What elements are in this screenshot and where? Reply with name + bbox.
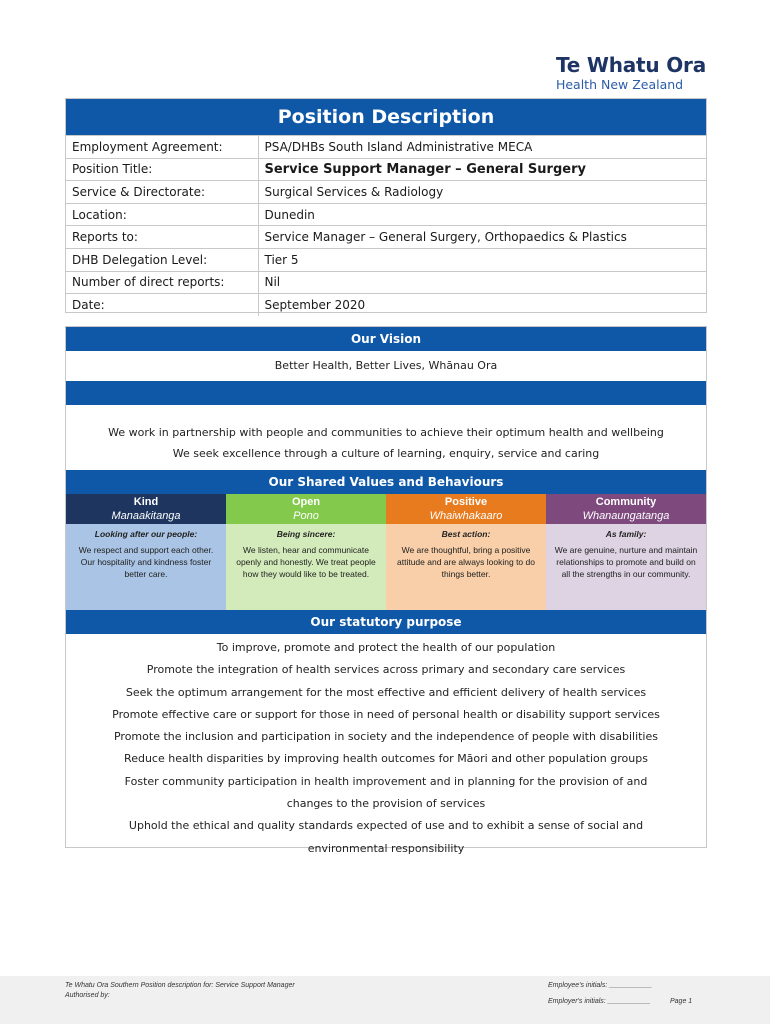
- value-subtitle: Looking after our people:: [94, 529, 198, 539]
- mission-line: We work in partnership with people and communities to achieve their optimum health and wellbeing: [108, 426, 664, 439]
- value-header: [386, 494, 546, 524]
- purpose-line: environmental responsibility: [307, 841, 465, 855]
- value-name: Positive: [444, 496, 488, 508]
- mission-line: We seek excellence through a culture of learning, enquiry, service and caring: [172, 447, 600, 460]
- value-card-community: [546, 494, 706, 610]
- page-title: Position Description: [66, 99, 706, 135]
- value-maori-name: Whanaungatanga: [582, 510, 670, 522]
- values-heading: Our Shared Values and Behaviours: [66, 470, 706, 494]
- value-maori-name: Manaakitanga: [111, 510, 181, 522]
- details-label: DHB Delegation Level:: [66, 248, 258, 271]
- details-label: Service & Directorate:: [66, 181, 258, 204]
- vision-text: Better Health, Better Lives, Whānau Ora: [274, 359, 498, 372]
- values-grid: [66, 494, 706, 610]
- value-header: [546, 494, 706, 524]
- footer-authorised: Authorised by:: [65, 992, 110, 999]
- value-description: We are genuine, nurture and maintain relationships to promote and build on all the strengths in our community.: [554, 545, 698, 579]
- value-body: [226, 524, 386, 610]
- details-label: Location:: [66, 203, 258, 226]
- details-label: Position Title:: [66, 158, 258, 181]
- value-card-open: [226, 494, 386, 610]
- details-table: [66, 135, 706, 316]
- value-name: Kind: [133, 496, 159, 508]
- vision-heading: Our Vision: [66, 327, 706, 351]
- details-label: Date:: [66, 294, 258, 317]
- value-maori-name: Whaiwhakaaro: [429, 510, 503, 522]
- value-description: We respect and support each other. Our hospitality and kindness foster better care.: [78, 545, 214, 579]
- details-row: [66, 203, 706, 226]
- purpose-line: Reduce health disparities by improving health outcomes for Māori and other population groups: [124, 752, 648, 766]
- value-name: Open: [291, 496, 321, 508]
- logo-main-text: Te Whatu Ora: [555, 53, 706, 77]
- value-subtitle: As family:: [605, 529, 647, 539]
- mission-band: [66, 381, 706, 405]
- purpose-line: Foster community participation in health improvement and in planning for the provision of and: [124, 774, 648, 788]
- logo-sub-text: Health New Zealand: [555, 77, 684, 92]
- value-description: We listen, hear and communicate openly and honestly. We treat people how they would like to be treated.: [236, 545, 376, 579]
- page-number: Page 1: [670, 998, 693, 1005]
- purpose-line: Promote the inclusion and participation in society and the independence of people with disabilities: [113, 730, 658, 744]
- details-label: Employment Agreement:: [66, 136, 258, 159]
- purpose-line: Promote the integration of health services across primary and secondary care services: [146, 663, 626, 677]
- details-row: [66, 181, 706, 204]
- value-maori-name: Pono: [293, 510, 319, 522]
- vision-values-section: [65, 326, 707, 855]
- value-header: [226, 494, 386, 524]
- footer-doc-title: Te Whatu Ora Southern Position description for: Service Support Manager: [65, 982, 295, 989]
- purpose-list: [66, 634, 706, 860]
- value-body: [546, 524, 706, 610]
- details-value: PSA/DHBs South Island Administrative MECA: [258, 136, 706, 159]
- details-row: [66, 248, 706, 271]
- details-row: [66, 158, 706, 181]
- details-value: Service Support Manager – General Surgery: [258, 158, 706, 181]
- purpose-line: Uphold the ethical and quality standards expected of use and to exhibit a sense of social and: [128, 819, 644, 833]
- employee-initials: Employee's initials: ___________: [548, 982, 653, 989]
- employer-initials: Employer's initials: ___________: [548, 998, 651, 1005]
- value-card-positive: [386, 494, 546, 610]
- details-row: [66, 226, 706, 249]
- details-value: September 2020: [258, 294, 706, 317]
- value-header: [66, 494, 226, 524]
- value-subtitle: Best action:: [441, 529, 491, 539]
- details-row: [66, 294, 706, 317]
- logo: [556, 54, 706, 93]
- details-row: [66, 136, 706, 159]
- value-card-kind: [66, 494, 226, 610]
- purpose-line: Promote effective care or support for those in need of personal health or disability support services: [112, 707, 660, 721]
- details-value: Tier 5: [258, 248, 706, 271]
- value-name: Community: [595, 496, 657, 508]
- details-label: Number of direct reports:: [66, 271, 258, 294]
- details-label: Reports to:: [66, 226, 258, 249]
- purpose-line: Seek the optimum arrangement for the most effective and efficient delivery of health services: [125, 685, 647, 699]
- value-body: [386, 524, 546, 610]
- value-subtitle: Being sincere:: [276, 529, 336, 539]
- value-body: [66, 524, 226, 610]
- purpose-line: To improve, promote and protect the health of our population: [216, 641, 556, 654]
- value-description: We are thoughtful, bring a positive attitude and are always looking to do things better.: [397, 545, 535, 579]
- details-value: Service Manager – General Surgery, Orthopaedics & Plastics: [258, 226, 706, 249]
- details-value: Dunedin: [258, 203, 706, 226]
- details-row: [66, 271, 706, 294]
- details-value: Nil: [258, 271, 706, 294]
- details-value: Surgical Services & Radiology: [258, 181, 706, 204]
- position-description-table: [65, 98, 707, 313]
- purpose-heading: Our statutory purpose: [66, 610, 706, 634]
- purpose-line: changes to the provision of services: [286, 797, 486, 811]
- page-footer: [0, 976, 770, 1024]
